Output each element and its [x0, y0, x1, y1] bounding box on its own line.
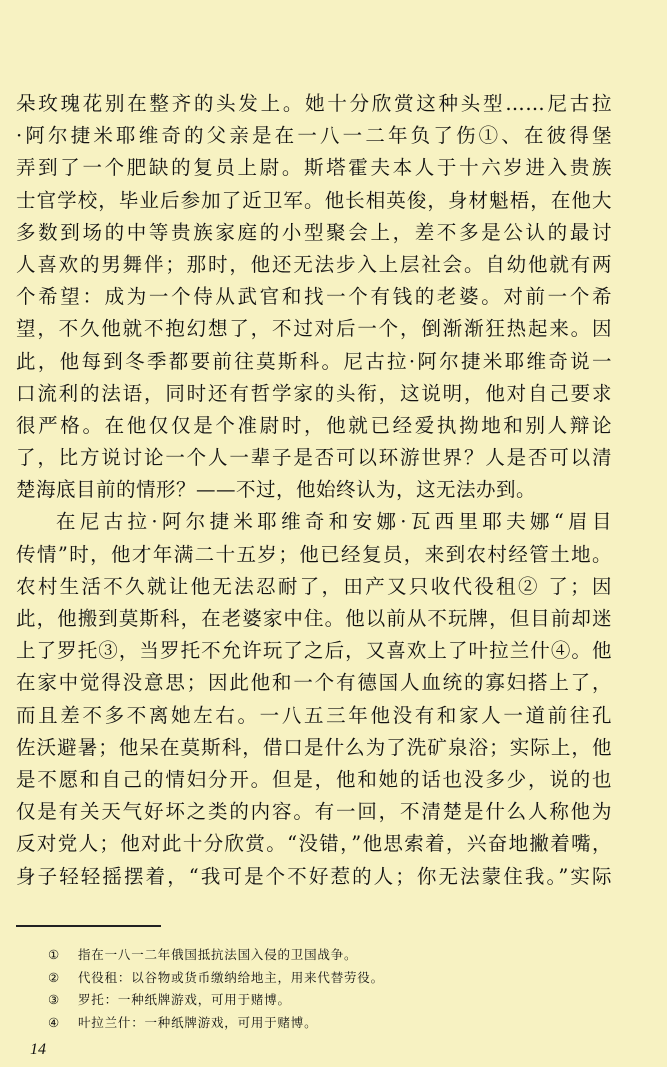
text-line: 此，他每到冬季都要前往莫斯科。尼古拉·阿尔捷米耶维奇说一: [16, 349, 612, 373]
text-line: 口流利的法语，同时还有哲学家的头衔，这说明，他对自己要求: [16, 381, 612, 405]
footnotes: [48, 944, 608, 1034]
footnote-marker: ①: [48, 947, 61, 962]
text-line: 很严格。在他仅仅是个准尉时，他就已经爱执拗地和别人辩论: [16, 413, 612, 437]
text-line: 弄到了一个肥缺的复员上尉。斯塔霍夫本人于十六岁进入贵族: [16, 156, 612, 180]
text-line: 多数到场的中等贵族家庭的小型聚会上，差不多是公认的最讨: [16, 220, 612, 244]
text-line: 是不愿和自己的情妇分开。但是，他和她的话也没多少，说的也: [16, 767, 612, 791]
text-line: 此，他搬到莫斯科，在老婆家中住。他以前从不玩牌，但目前却迷: [16, 607, 612, 630]
page-number: 14: [30, 1041, 46, 1058]
footnote-marker: ④: [48, 1014, 61, 1030]
text-line: 朵玫瑰花别在整齐的头发上。她十分欣赏这种头型……尼古拉: [16, 92, 612, 115]
text-line: 士官学校，毕业后参加了近卫军。他长相英俊，身材魁梧，在他大: [16, 188, 612, 212]
body-text: [16, 88, 612, 893]
footnote-text: 叶拉兰什：一种纸牌游戏，可用于赌博。: [78, 1014, 318, 1030]
footnote: [48, 1012, 608, 1035]
text-line: 望，不久他就不抱幻想了，不过对后一个，倒渐渐狂热起来。因: [16, 317, 612, 341]
text-line: 农村生活不久就让他无法忍耐了，田产又只收代役租② 了；因: [16, 574, 612, 598]
footnote-divider: [16, 925, 161, 927]
text-line: 反对党人；他对此十分欣赏。“没错，”他思索着，兴奋地撇着嘴，: [16, 832, 612, 856]
footnote-text: 代役租：以谷物或货币缴纳给地主，用来代替劳役。: [78, 969, 384, 985]
footnote-marker: ②: [48, 969, 61, 985]
text-line: 传情”时，他才年满二十五岁；他已经复员，来到农村经管土地。: [16, 542, 612, 566]
text-line: 而且差不多不离她左右。一八五三年他没有和家人一道前往孔: [16, 703, 612, 727]
footnote: [48, 967, 608, 990]
text-line: 佐沃避暑；他呆在莫斯科，借口是什么为了洗矿泉浴；实际上，他: [16, 735, 612, 759]
footnote-marker: ③: [48, 992, 61, 1007]
text-line: 楚海底目前的情形？——不过，他始终认为，这无法办到。: [16, 478, 537, 502]
footnote-text: 指在一八一二年俄国抵抗法国入侵的卫国战争。: [78, 947, 358, 962]
text-line: 上了罗托③，当罗托不允许玩了之后，又喜欢上了叶拉兰什④。他: [16, 639, 612, 663]
text-line: 个希望：成为一个侍从武官和找一个有钱的老婆。对前一个希: [16, 285, 612, 309]
footnote-text: 罗托：一种纸牌游戏，可用于赌博。: [78, 992, 291, 1007]
footnote: [48, 944, 608, 967]
text-line: 人喜欢的男舞伴；那时，他还无法步入上层社会。自幼他就有两: [16, 252, 612, 276]
text-line: 在尼古拉·阿尔捷米耶维奇和安娜·瓦西里耶夫娜“眉目: [56, 510, 612, 534]
footnote: [48, 989, 608, 1012]
text-line: 仅是有关天气好坏之类的内容。有一回，不清楚是什么人称他为: [16, 800, 612, 824]
text-line: 了，比方说讨论一个人一辈子是否可以环游世界？人是否可以清: [16, 446, 612, 470]
text-line: ·阿尔捷米耶维奇的父亲是在一八一二年负了伤①、在彼得堡: [16, 124, 612, 148]
text-line: 身子轻轻摇摆着，“我可是个不好惹的人；你无法蒙住我。”实际: [16, 864, 612, 888]
text-line: 在家中觉得没意思；因此他和一个有德国人血统的寡妇搭上了，: [16, 671, 612, 695]
